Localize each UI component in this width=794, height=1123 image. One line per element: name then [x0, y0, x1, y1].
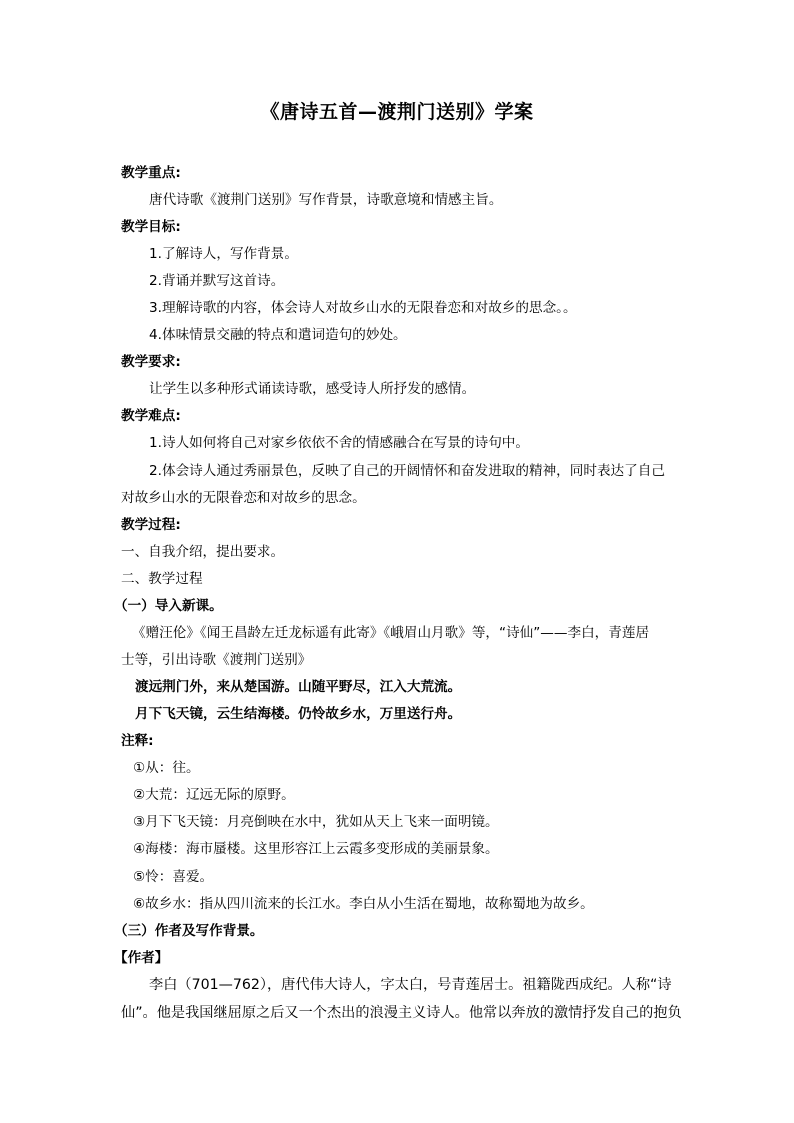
page-title: 《唐诗五首—渡荆门送别》学案	[260, 101, 534, 123]
process-step: 二、教学过程	[121, 571, 203, 587]
note-item: ④海楼：海市蜃楼。这里形容江上云霞多变形成的美丽景象。	[133, 841, 499, 857]
key-points-heading: 教学重点:	[121, 165, 181, 181]
difficulty-item-continued: 对故乡山水的无限眷恋和对故乡的思念。	[121, 490, 366, 506]
author-section-heading: （三）作者及写作背景。	[114, 923, 264, 939]
author-paragraph-line: 仙”。他是我国继屈原之后又一个杰出的浪漫主义诗人。他常以奔放的激情抒发自己的抱负	[121, 1005, 682, 1021]
difficulty-item: 1.诗人如何将自己对家乡依依不舍的情感融合在写景的诗句中。	[149, 435, 529, 451]
objective-item: 4.体味情景交融的特点和遣词造句的妙处。	[149, 327, 407, 343]
subsection-intro-heading: （一）导入新课。	[114, 598, 223, 614]
process-heading: 教学过程:	[121, 517, 181, 533]
note-item: ⑤怜：喜爱。	[133, 869, 214, 885]
objective-item: 2.背诵并默写这首诗。	[149, 273, 285, 289]
requirements-heading: 教学要求:	[121, 354, 181, 370]
difficulties-heading: 教学难点:	[121, 408, 181, 424]
process-step: 一、自我介绍，提出要求。	[121, 544, 285, 560]
note-item: ①从：往。	[133, 760, 200, 776]
intro-paragraph-line: 士等，引出诗歌《渡荆门送别》	[121, 652, 312, 668]
difficulty-item: 2.体会诗人通过秀丽景色，反映了自己的开阔情怀和奋发进取的精神，同时表达了自己	[149, 463, 665, 479]
objective-item: 3.理解诗歌的内容，体会诗人对故乡山水的无限眷恋和对故乡的思念。。	[149, 300, 577, 316]
note-item: ③月下飞天镜：月亮倒映在水中，犹如从天上飞来一面明镜。	[133, 814, 499, 830]
poem-line: 渡远荆门外，来从楚国游。山随平野尽，江入大荒流。	[135, 679, 462, 695]
author-heading: 【作者】	[114, 950, 169, 966]
objective-item: 1.了解诗人，写作背景。	[149, 246, 298, 262]
note-item: ②大荒：辽远无际的原野。	[133, 787, 295, 803]
requirements-text: 让学生以多种形式诵读诗歌，感受诗人所抒发的感情。	[149, 381, 476, 397]
objectives-heading: 教学目标:	[121, 219, 181, 235]
note-item: ⑥故乡水：指从四川流来的长江水。李白从小生活在蜀地，故称蜀地为故乡。	[133, 896, 594, 912]
author-paragraph-line: 李白（701—762），唐代伟大诗人，字太白，号青莲居士。祖籍陇西成纪。人称“诗	[149, 977, 672, 993]
notes-heading: 注释:	[121, 733, 154, 749]
intro-paragraph-line: 《赠汪伦》《闻王昌龄左迁龙标遥有此寄》《峨眉山月歌》等，“诗仙”——李白，青莲居	[132, 625, 650, 641]
key-points-text: 唐代诗歌《渡荆门送别》写作背景，诗歌意境和情感主旨。	[149, 192, 503, 208]
poem-line: 月下飞天镜，云生结海楼。仍怜故乡水，万里送行舟。	[135, 706, 462, 722]
